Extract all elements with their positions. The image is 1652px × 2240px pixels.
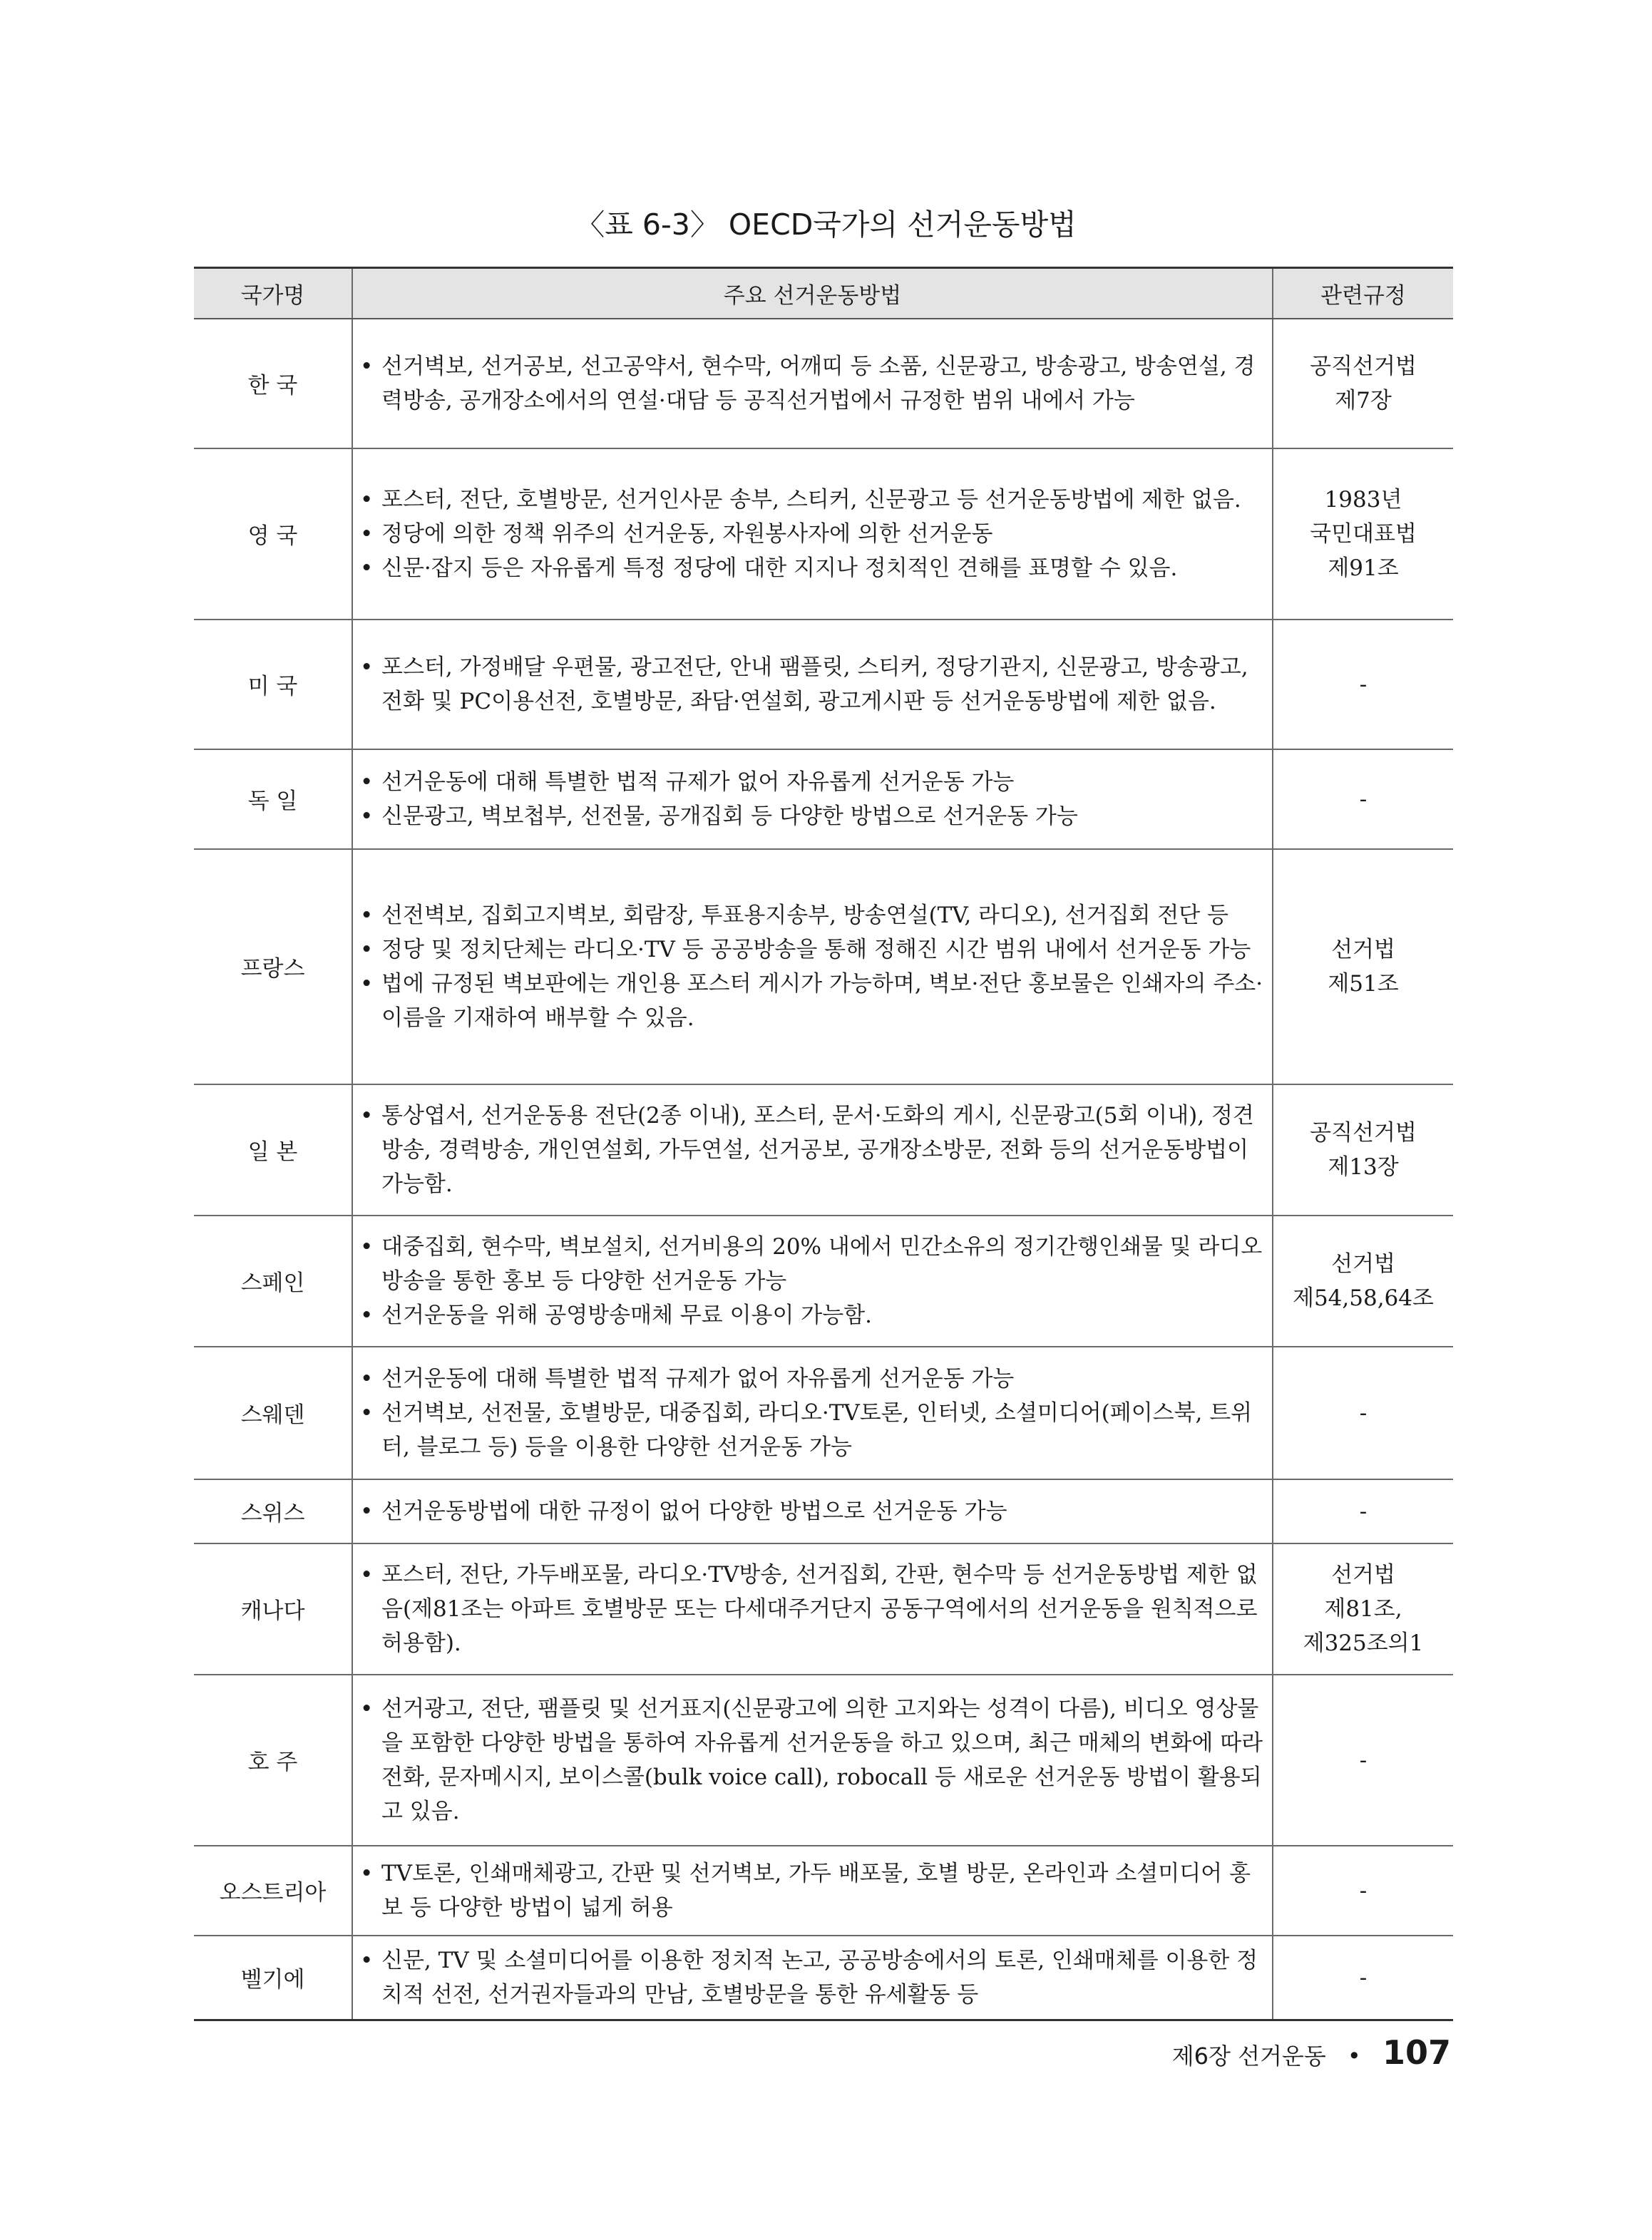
table-row [194,1084,1453,1216]
method-item [360,1396,1268,1464]
bullet-icon: • [360,1302,374,1328]
table-row [194,620,1453,749]
law-cell: - [1273,1846,1453,1936]
header-law: 관련규정 [1273,268,1453,319]
method-item [360,1362,1268,1396]
methods-cell [352,1936,1273,2020]
law-cell: - [1273,1936,1453,2020]
methods-cell [352,1846,1273,1936]
table-row [194,1675,1453,1846]
methods-cell [352,1479,1273,1543]
method-item [360,483,1268,517]
law-cell: 공직선거법 제7장 [1273,319,1453,448]
method-text: 선거벽보, 선거공보, 선고공약서, 현수막, 어깨띠 등 소품, 신문광고, 방송광고, 방송연설, 경력방송, 공개장소에서의 연설·대담 등 공직선거법에서 규정한 범위 내에서 가능 [381,353,1256,413]
method-text: 통상엽서, 선거운동용 전단(2종 이내), 포스터, 문서·도화의 게시, 신문광고(5회 이내), 정견방송, 경력방송, 개인연설회, 가두연설, 선거공보, 공개장소방문, 전화 등의 선거운동방법이 가능함. [381,1102,1254,1197]
table-title: 〈표 6-3〉 OECD국가의 선거운동방법 [575,207,1077,242]
method-text: 신문광고, 벽보첩부, 선전물, 공개집회 등 다양한 방법으로 선거운동 가능 [381,803,1078,829]
oecd-campaign-methods-table [194,267,1453,2021]
method-item [360,933,1268,967]
table-row [194,1216,1453,1347]
law-cell: - [1273,749,1453,849]
table-row [194,1543,1453,1675]
method-text: 포스터, 전단, 호별방문, 선거인사문 송부, 스티커, 신문광고 등 선거운동방법에 제한 없음. [381,486,1241,513]
method-text: 대중집회, 현수막, 벽보설치, 선거비용의 20% 내에서 민간소유의 정기간행인쇄물 및 라디오 방송을 통한 홍보 등 다양한 선거운동 가능 [381,1233,1263,1294]
bullet-icon: • [360,1233,374,1260]
table-row [194,319,1453,448]
table-row [194,1846,1453,1936]
method-item [360,1099,1268,1201]
methods-cell [352,849,1273,1084]
method-item [360,1692,1268,1829]
country-cell: 일 본 [194,1084,352,1216]
country-cell: 프랑스 [194,849,352,1084]
country-cell: 스웨덴 [194,1347,352,1479]
bullet-icon: • [360,1860,374,1886]
bullet-icon: • [360,520,374,547]
method-item [360,967,1268,1035]
method-item [360,1856,1268,1925]
methods-cell [352,1084,1273,1216]
page-number: 107 [1382,2033,1451,2072]
methods-cell [352,1216,1273,1347]
bullet-icon: • [360,1498,374,1524]
method-item [360,1298,1268,1332]
law-cell: 선거법 제81조, 제325조의1 [1273,1543,1453,1675]
bullet-icon: • [360,353,374,379]
method-text: 포스터, 전단, 가두배포물, 라디오·TV방송, 선거집회, 간판, 현수막 등 선거운동방법 제한 없음(제81조는 아파트 호별방문 또는 다세대주거단지 공동구역에서의 선거운동을 원칙적으로 허용함). [381,1561,1258,1656]
bullet-icon: • [360,1695,374,1722]
bullet-icon: • [360,803,374,829]
law-cell: 선거법 제51조 [1273,849,1453,1084]
country-cell: 영 국 [194,448,352,620]
country-cell: 한 국 [194,319,352,448]
country-cell: 오스트리아 [194,1846,352,1936]
method-item [360,551,1268,585]
method-text: 선거광고, 전단, 팸플릿 및 선거표지(신문광고에 의한 고지와는 성격이 다름), 비디오 영상물을 포함한 다양한 방법을 통하여 자유롭게 선거운동을 하고 있으며, 최근 매체의 변화에 따라 전화, 문자메시지, 보이스콜(bulk voice call), robocall 등 새로운 선거운동 방법이 활용되고 있음. [381,1695,1263,1824]
bullet-icon: • [360,555,374,581]
method-item [360,517,1268,551]
method-text: 선거운동을 위해 공영방송매체 무료 이용이 가능함. [381,1302,872,1328]
method-text: 선거운동에 대해 특별한 법적 규제가 없어 자유롭게 선거운동 가능 [381,1365,1015,1392]
bullet-icon: • [360,486,374,513]
method-item [360,1230,1268,1298]
bullet-icon: • [360,1947,374,1973]
method-item [360,1494,1268,1529]
footer-chapter: 제6장 선거운동 [1171,2043,1326,2070]
law-cell: - [1273,1675,1453,1846]
country-cell: 미 국 [194,620,352,749]
country-cell: 캐나다 [194,1543,352,1675]
method-item [360,765,1268,799]
table-row [194,1936,1453,2020]
bullet-icon: • [360,1399,374,1426]
method-text: 포스터, 가정배달 우편물, 광고전단, 안내 팸플릿, 스티커, 정당기관지, 신문광고, 방송광고, 전화 및 PC이용선전, 호별방문, 좌담·연설회, 광고게시판 등 선거운동방법에 제한 없음. [381,654,1248,714]
method-text: 법에 규정된 벽보판에는 개인용 포스터 게시가 가능하며, 벽보·전단 홍보물은 인쇄자의 주소·이름을 기재하여 배부할 수 있음. [381,970,1263,1031]
bullet-icon: • [360,936,374,962]
country-cell: 독 일 [194,749,352,849]
bullet-icon: • [360,970,374,997]
method-text: 선거벽보, 선전물, 호별방문, 대중집회, 라디오·TV토론, 인터넷, 소셜미디어(페이스북, 트위터, 블로그 등) 등을 이용한 다양한 선거운동 가능 [381,1399,1253,1460]
page-footer [1172,2033,1451,2072]
methods-cell [352,448,1273,620]
method-text: 선거운동에 대해 특별한 법적 규제가 없어 자유롭게 선거운동 가능 [381,769,1015,795]
country-cell: 스페인 [194,1216,352,1347]
table-row [194,1347,1453,1479]
header-country: 국가명 [194,268,352,319]
methods-cell [352,620,1273,749]
methods-cell [352,749,1273,849]
method-text: TV토론, 인쇄매체광고, 간판 및 선거벽보, 가두 배포물, 호별 방문, 온라인과 소셜미디어 홍보 등 다양한 방법이 넓게 허용 [381,1860,1251,1921]
bullet-icon: • [360,654,374,680]
country-cell: 벨기에 [194,1936,352,2020]
method-text: 선거운동방법에 대한 규정이 없어 다양한 방법으로 선거운동 가능 [381,1498,1007,1524]
bullet-icon: • [360,1365,374,1392]
law-cell: 공직선거법 제13장 [1273,1084,1453,1216]
method-text: 정당에 의한 정책 위주의 선거운동, 자원봉사자에 의한 선거운동 [381,520,993,547]
table-header-row [194,268,1453,319]
table-row [194,1479,1453,1543]
methods-cell [352,1675,1273,1846]
country-cell: 호 주 [194,1675,352,1846]
method-text: 정당 및 정치단체는 라디오·TV 등 공공방송을 통해 정해진 시간 범위 내에서 선거운동 가능 [381,936,1251,962]
methods-cell [352,1347,1273,1479]
bullet-icon: • [360,902,374,928]
header-methods: 주요 선거운동방법 [352,268,1273,319]
bullet-icon: • [360,1561,374,1588]
country-cell: 스위스 [194,1479,352,1543]
method-text: 신문, TV 및 소셜미디어를 이용한 정치적 논고, 공공방송에서의 토론, 인쇄매체를 이용한 정치적 선전, 선거권자들과의 만남, 호별방문을 통한 유세활동 등 [381,1947,1258,2008]
law-cell: 선거법 제54,58,64조 [1273,1216,1453,1347]
law-cell: - [1273,1347,1453,1479]
footer-separator: • [1347,2043,1361,2070]
methods-cell [352,1543,1273,1675]
law-cell: - [1273,620,1453,749]
bullet-icon: • [360,769,374,795]
method-item [360,1558,1268,1660]
method-text: 선전벽보, 집회고지벽보, 회람장, 투표용지송부, 방송연설(TV, 라디오), 선거집회 전단 등 [381,902,1229,928]
method-item [360,650,1268,719]
table-row [194,448,1453,620]
method-item [360,349,1268,418]
method-item [360,898,1268,933]
method-text: 신문·잡지 등은 자유롭게 특정 정당에 대한 지지나 정치적인 견해를 표명할 수 있음. [381,555,1178,581]
law-cell: 1983년 국민대표법 제91조 [1273,448,1453,620]
table-row [194,849,1453,1084]
bullet-icon: • [360,1102,374,1129]
table-row [194,749,1453,849]
law-cell: - [1273,1479,1453,1543]
method-item [360,799,1268,833]
methods-cell [352,319,1273,448]
method-item [360,1943,1268,2012]
